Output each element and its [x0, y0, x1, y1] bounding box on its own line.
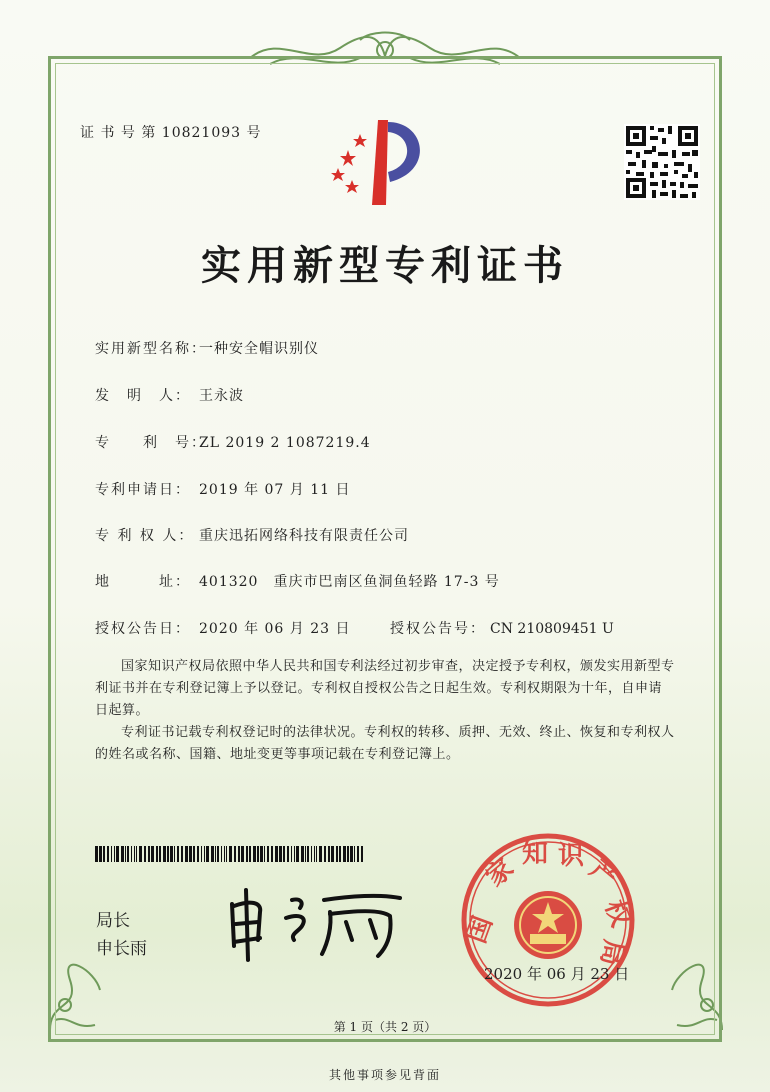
field-grant-no-label: 授权公告号： — [390, 621, 486, 637]
field-patentee-value: 重庆迅拓网络科技有限责任公司 — [199, 528, 409, 544]
svg-text:知: 知 — [522, 839, 549, 869]
field-patentee — [95, 525, 409, 545]
certificate-number: 证 书 号 第 10821093 号 — [80, 125, 262, 141]
svg-text:国: 国 — [461, 912, 499, 948]
field-grant-no-value: CN 210809451 U — [490, 621, 614, 637]
field-address-value: 401320 重庆市巴南区鱼洞鱼轻路 17-3 号 — [199, 574, 500, 590]
body-paragraph-1: 国家知识产权局依照中华人民共和国专利法经过初步审查，决定授予专利权，颁发实用新型专利证书并在专利登记簿上予以登记。专利权自授权公告之日起生效。专利权期限为十年，自申请日起算。 — [95, 659, 675, 718]
handwritten-signature-icon — [220, 882, 410, 962]
svg-text:家: 家 — [480, 853, 520, 893]
svg-text:产: 产 — [583, 854, 624, 895]
field-inventor — [95, 385, 244, 405]
svg-text:识: 识 — [558, 841, 585, 871]
qr-code-icon — [624, 124, 700, 200]
field-patent-no — [95, 432, 371, 452]
patent-office-emblem-icon — [330, 110, 440, 210]
field-name-label: 实用新型名称： — [95, 341, 207, 357]
field-inventor-label: 发 明 人： — [95, 388, 191, 404]
seal-date: 2020 年 06 月 23 日 — [484, 965, 630, 983]
body-paragraph-2: 专利证书记载专利权登记时的法律状况。专利权的转移、质押、无效、终止、恢复和专利权人的姓名或名称、国籍、地址变更等事项记载在专利登记簿上。 — [95, 725, 675, 762]
director-title: 局长 — [96, 911, 130, 931]
field-address — [95, 571, 500, 591]
svg-text:局: 局 — [594, 937, 629, 969]
field-patent-no-value: ZL 2019 2 1087219.4 — [199, 435, 371, 451]
barcode-icon — [95, 846, 365, 862]
field-grant-date — [95, 618, 351, 638]
page-number: 第 1 页（共 2 页） — [333, 1020, 437, 1034]
field-filing-date — [95, 479, 351, 499]
footer-note: 其他事项参见背面 — [328, 1068, 441, 1082]
field-patent-no-label: 专 利 号： — [95, 435, 207, 451]
svg-text:权: 权 — [598, 896, 636, 931]
field-name-value: 一种安全帽识别仪 — [199, 341, 319, 357]
field-address-label: 地 址： — [95, 574, 191, 590]
field-name — [95, 338, 319, 358]
field-inventor-value: 王永波 — [199, 388, 244, 404]
certificate-title: 实用新型专利证书 — [201, 242, 569, 289]
field-grant-date-value: 2020 年 06 月 23 日 — [199, 621, 351, 637]
field-grant-no — [390, 618, 614, 638]
field-filing-date-value: 2019 年 07 月 11 日 — [199, 482, 351, 498]
field-grant-date-label: 授权公告日： — [95, 621, 191, 637]
director-name: 申长雨 — [96, 939, 147, 959]
field-filing-date-label: 专利申请日： — [95, 482, 191, 498]
field-patentee-label: 专 利 权 人： — [95, 528, 195, 544]
